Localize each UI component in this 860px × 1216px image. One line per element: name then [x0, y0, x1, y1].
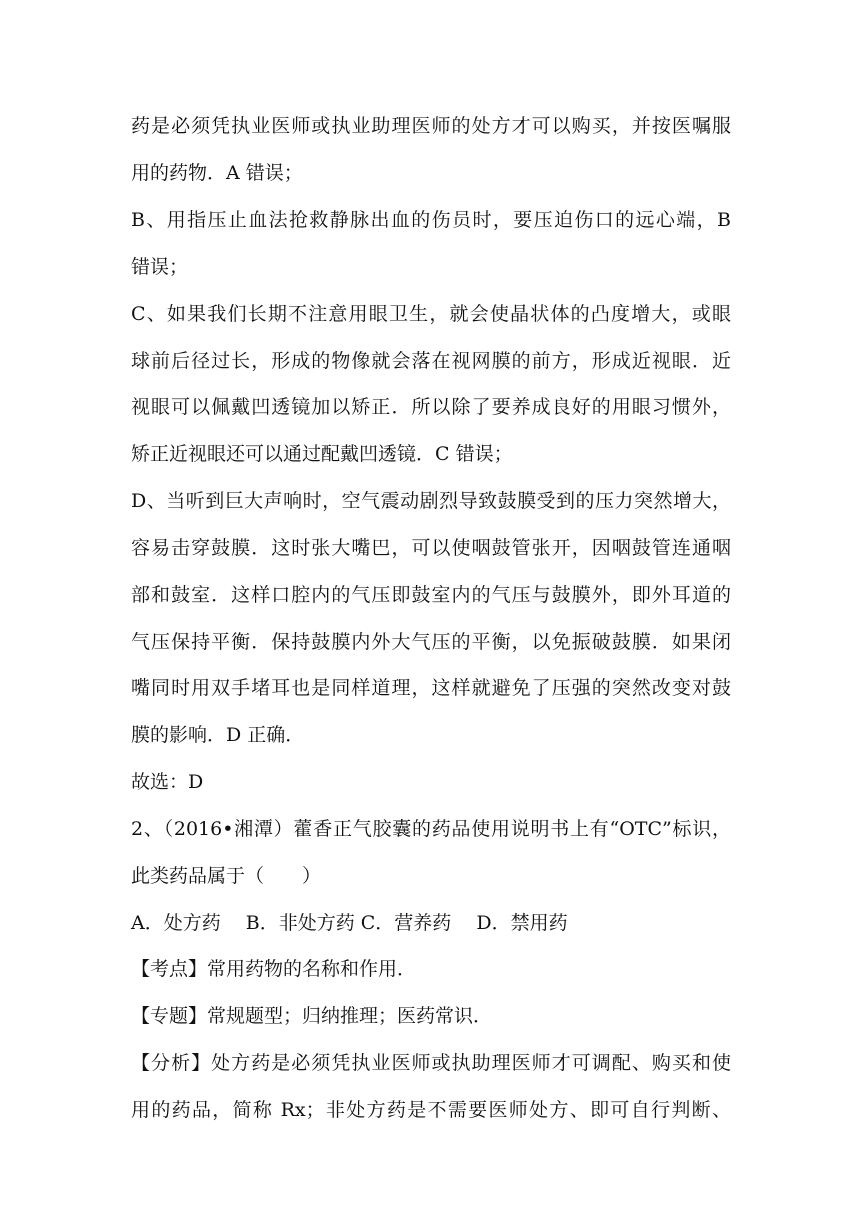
question-line: 2、（2016•湘潭）藿香正气胶囊的药品使用说明书上有“OTC”标识， — [131, 818, 731, 840]
kaodian-line: 【考点】常用药物的名称和作用． — [131, 958, 417, 980]
text-line: 矫正近视眼还可以通过配戴凹透镜．C 错误； — [131, 443, 513, 465]
text-line: 药是必须凭执业医师或执业助理医师的处方才可以购买，并按医嘱服 — [131, 115, 731, 137]
text-line: 球前后径过长，形成的物像就会落在视网膜的前方，形成近视眼．近 — [131, 350, 731, 372]
text-line: 膜的影响．D 正确． — [131, 724, 305, 746]
text-line: B、用指压止血法抢救静脉出血的伤员时，要压迫伤口的远心端，B — [131, 209, 731, 231]
text-line: 故选：D — [131, 771, 204, 793]
fenxi-line: 【分析】处方药是必须凭执业医师或执助理医师才可调配、购买和使 — [131, 1052, 731, 1074]
text-line: 用的药物．A 错误； — [131, 162, 303, 184]
text-line: 气压保持平衡．保持鼓膜内外大气压的平衡，以免振破鼓膜．如果闭 — [131, 631, 731, 653]
text-line: 错误； — [131, 256, 189, 278]
fenxi-line: 用的药品，简称 Rx；非处方药是不需要医师处方、即可自行判断、 — [131, 1099, 731, 1121]
text-line: C、如果我们长期不注意用眼卫生，就会使晶状体的凸度增大，或眼 — [131, 303, 731, 325]
text-line: 部和鼓室．这样口腔内的气压即鼓室内的气压与鼓膜外，即外耳道的 — [131, 584, 731, 606]
text-line: 嘴同时用双手堵耳也是同样道理，这样就避免了压强的突然改变对鼓 — [131, 677, 731, 699]
text-line: 视眼可以佩戴凹透镜加以矫正．所以除了要养成良好的用眼习惯外， — [131, 396, 731, 418]
answer-options: A．处方药 B．非处方药 C．营养药 D．禁用药 — [131, 912, 568, 934]
text-line: 容易击穿鼓膜．这时张大嘴巴，可以使咽鼓管张开，因咽鼓管连通咽 — [131, 537, 731, 559]
text-line: D、当听到巨大声响时，空气震动剧烈导致鼓膜受到的压力突然增大， — [131, 490, 731, 512]
zhuanti-line: 【专题】常规题型；归纳推理；医药常识． — [131, 1005, 493, 1027]
question-line: 此类药品属于（ ） — [131, 865, 322, 887]
